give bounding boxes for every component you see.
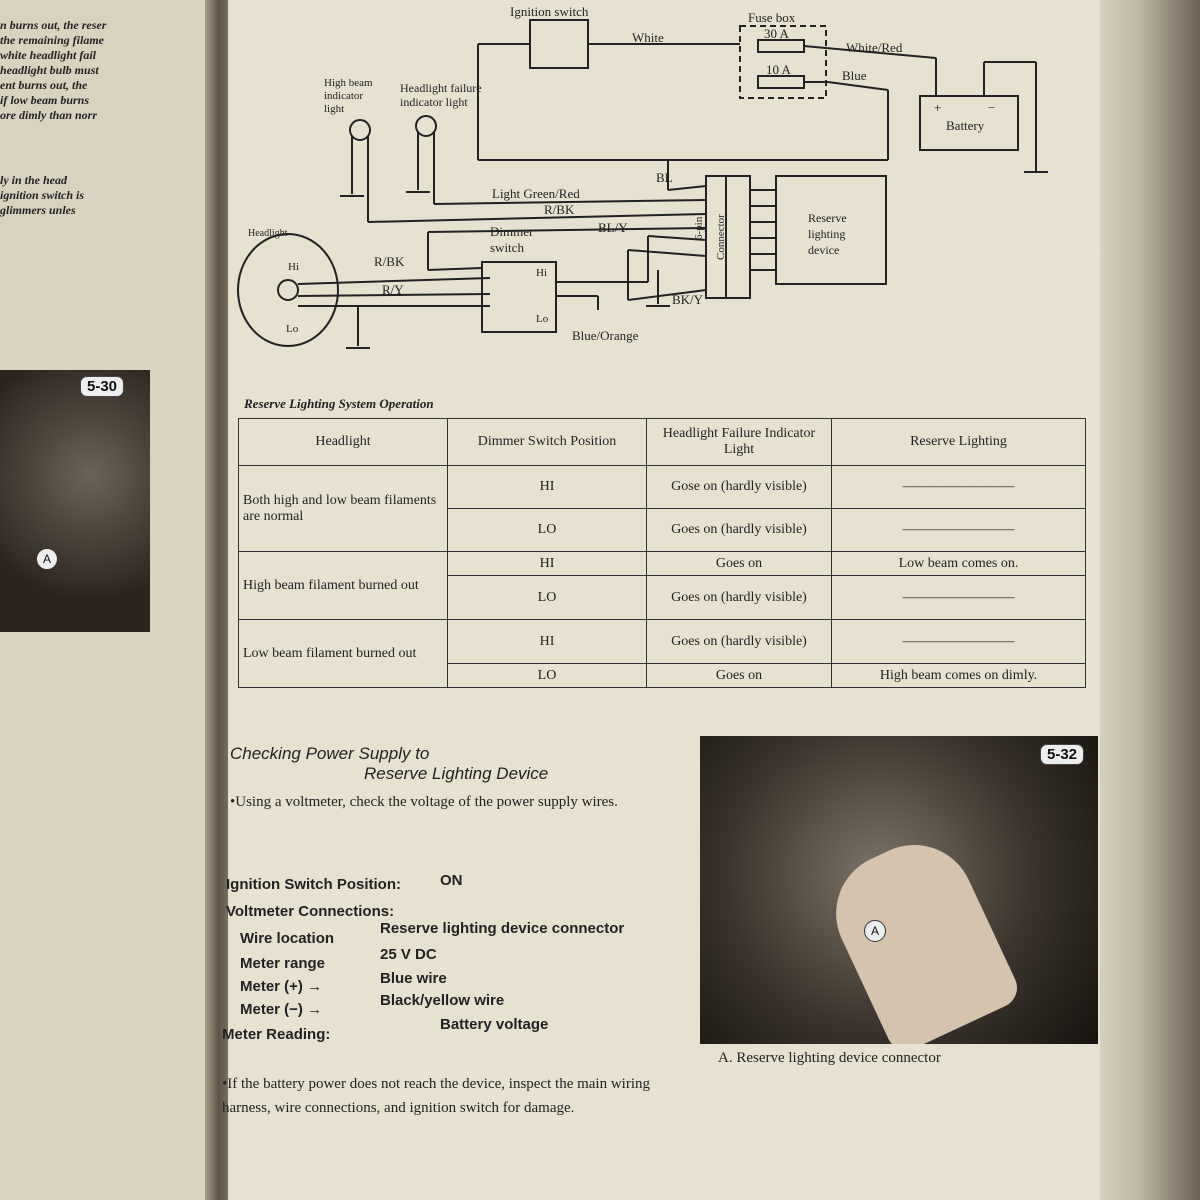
- cell-indicator: Gose on (hardly visible): [647, 466, 832, 509]
- spec-wire-location-value: Reserve lighting device connector: [380, 920, 625, 937]
- left-photo: [0, 370, 150, 632]
- label-headlight: Headlight: [248, 228, 288, 239]
- section-note: •If the battery power does not reach the device, inspect the main wiring harness, wire connections, and ignition switch for damage.: [222, 1076, 651, 1116]
- label-white-red: White/Red: [846, 40, 903, 55]
- label-light-green-red: Light Green/Red: [492, 186, 580, 201]
- cell-reserve: High beam comes on dimly.: [832, 664, 1086, 688]
- header-indicator: Headlight Failure Indicator Light: [647, 419, 832, 466]
- label-blue-orange: Blue/Orange: [572, 328, 639, 343]
- cell-reserve: ————————: [832, 576, 1086, 620]
- left-page: [0, 0, 215, 1200]
- cell-headlight: Both high and low beam filaments are normal: [239, 466, 448, 552]
- label-reserve-3: device: [808, 243, 840, 257]
- spec-meter-plus-value: Blue wire: [380, 970, 447, 987]
- cell-indicator: Goes on (hardly visible): [647, 576, 832, 620]
- photo-caption: A. Reserve lighting device connector: [718, 1050, 941, 1066]
- label-r-bk-top: R/BK: [544, 202, 575, 217]
- cell-indicator: Goes on (hardly visible): [647, 620, 832, 664]
- connector-photo: [700, 736, 1098, 1044]
- left-text-line: the remaining filame: [0, 33, 105, 47]
- label-white: White: [632, 30, 664, 45]
- cell-position: LO: [448, 664, 647, 688]
- cell-reserve: ————————: [832, 466, 1086, 509]
- cell-indicator: Goes on (hardly visible): [647, 509, 832, 552]
- header-headlight: Headlight: [239, 419, 448, 466]
- photo-badge: 5-32: [1040, 744, 1084, 765]
- photo-callout: A: [36, 548, 58, 570]
- section-heading-line1: Checking Power Supply to: [230, 744, 430, 763]
- label-dimmer-1: Dimmer: [490, 224, 534, 239]
- cell-position: LO: [448, 509, 647, 552]
- spec-meter-minus-value: Black/yellow wire: [380, 992, 505, 1009]
- spec-reading-label: Meter Reading:: [222, 1026, 331, 1043]
- cell-position: HI: [448, 466, 647, 509]
- label-reserve-1: Reserve: [808, 211, 847, 225]
- label-connector: Connector: [715, 214, 727, 260]
- spec-reading-value: Battery voltage: [440, 1016, 549, 1033]
- cell-position: LO: [448, 576, 647, 620]
- label-ignition-switch: Ignition switch: [510, 4, 589, 19]
- cell-indicator: Goes on: [647, 552, 832, 576]
- left-text-line: ore dimly than norr: [0, 108, 98, 122]
- operation-table: [238, 418, 1086, 688]
- label-headlight-hi: Hi: [288, 261, 299, 273]
- spec-meter-plus-label: Meter (+) →: [240, 978, 323, 995]
- spec-meter-range-label: Meter range: [240, 955, 326, 972]
- hand-shape: [816, 825, 1023, 1044]
- left-page-text: [0, 18, 200, 218]
- section-instruction: •Using a voltmeter, check the voltage of the power supply wires.: [230, 794, 618, 810]
- header-reserve: Reserve Lighting: [832, 419, 1086, 466]
- left-text-line: ignition switch is: [0, 188, 85, 202]
- label-bl-y: BL/Y: [598, 220, 628, 235]
- cell-headlight: High beam filament burned out: [239, 552, 448, 620]
- left-text-line: ent burns out, the: [0, 78, 88, 92]
- spec-ignition-value: ON: [440, 872, 463, 889]
- label-battery-minus: −: [988, 100, 996, 115]
- cell-reserve: Low beam comes on.: [832, 552, 1086, 576]
- cell-position: HI: [448, 552, 647, 576]
- label-fuse-30: 30 A: [764, 26, 789, 41]
- table-row: [239, 466, 1086, 509]
- label-fuse-10: 10 A: [766, 62, 791, 77]
- table-row: [239, 620, 1086, 664]
- label-high-beam-1: High beam: [324, 77, 373, 89]
- label-6-pin: 6-pin: [693, 216, 705, 240]
- label-r-bk-left: R/BK: [374, 254, 405, 269]
- left-text-line: headlight bulb must: [0, 63, 99, 77]
- label-dimmer-2: switch: [490, 240, 524, 255]
- label-battery: Battery: [946, 118, 985, 133]
- table-title: Reserve Lighting System Operation: [244, 396, 434, 411]
- label-reserve-2: lighting: [808, 227, 846, 241]
- label-r-y: R/Y: [382, 282, 404, 297]
- spec-meter-minus-label: Meter (−) →: [240, 1001, 323, 1018]
- label-bk-y: BK/Y: [672, 292, 704, 307]
- table-header-row: [239, 419, 1086, 466]
- label-failure-1: Headlight failure: [400, 81, 482, 95]
- wiring-diagram: [228, 0, 1108, 390]
- photo-callout: A: [864, 920, 886, 942]
- left-text-line: n burns out, the reser: [0, 18, 107, 32]
- spec-meter-range-value: 25 V DC: [380, 946, 437, 963]
- section-heading-line2: Reserve Lighting Device: [364, 764, 549, 783]
- label-blue: Blue: [842, 68, 867, 83]
- ignition-switch-box: [530, 20, 588, 68]
- label-headlight-lo: Lo: [286, 323, 299, 335]
- cell-reserve: ————————: [832, 509, 1086, 552]
- spec-connections-label: Voltmeter Connections:: [226, 903, 395, 920]
- label-high-beam-2: indicator: [324, 90, 364, 102]
- label-dimmer-lo: Lo: [536, 313, 549, 325]
- photo-badge: 5-30: [80, 376, 124, 397]
- cell-reserve: ————————: [832, 620, 1086, 664]
- table-row: [239, 552, 1086, 576]
- label-bl: BL: [656, 170, 673, 185]
- spec-ignition-label: Ignition Switch Position:: [226, 876, 401, 893]
- cell-headlight: Low beam filament burned out: [239, 620, 448, 688]
- left-text-line: white headlight fail: [0, 48, 97, 62]
- left-text-line: ly in the head: [0, 173, 68, 187]
- page-edges: [1100, 0, 1200, 1200]
- spec-wire-location-label: Wire location: [240, 930, 335, 947]
- label-battery-plus: +: [934, 100, 942, 115]
- left-text-line: if low beam burns: [0, 93, 90, 107]
- label-high-beam-3: light: [324, 103, 345, 115]
- header-dimmer: Dimmer Switch Position: [448, 419, 647, 466]
- cell-position: HI: [448, 620, 647, 664]
- cell-indicator: Goes on: [647, 664, 832, 688]
- label-dimmer-hi: Hi: [536, 267, 547, 279]
- label-fuse-box: Fuse box: [748, 10, 796, 25]
- left-text-line: glimmers unles: [0, 203, 76, 217]
- label-failure-2: indicator light: [400, 95, 468, 109]
